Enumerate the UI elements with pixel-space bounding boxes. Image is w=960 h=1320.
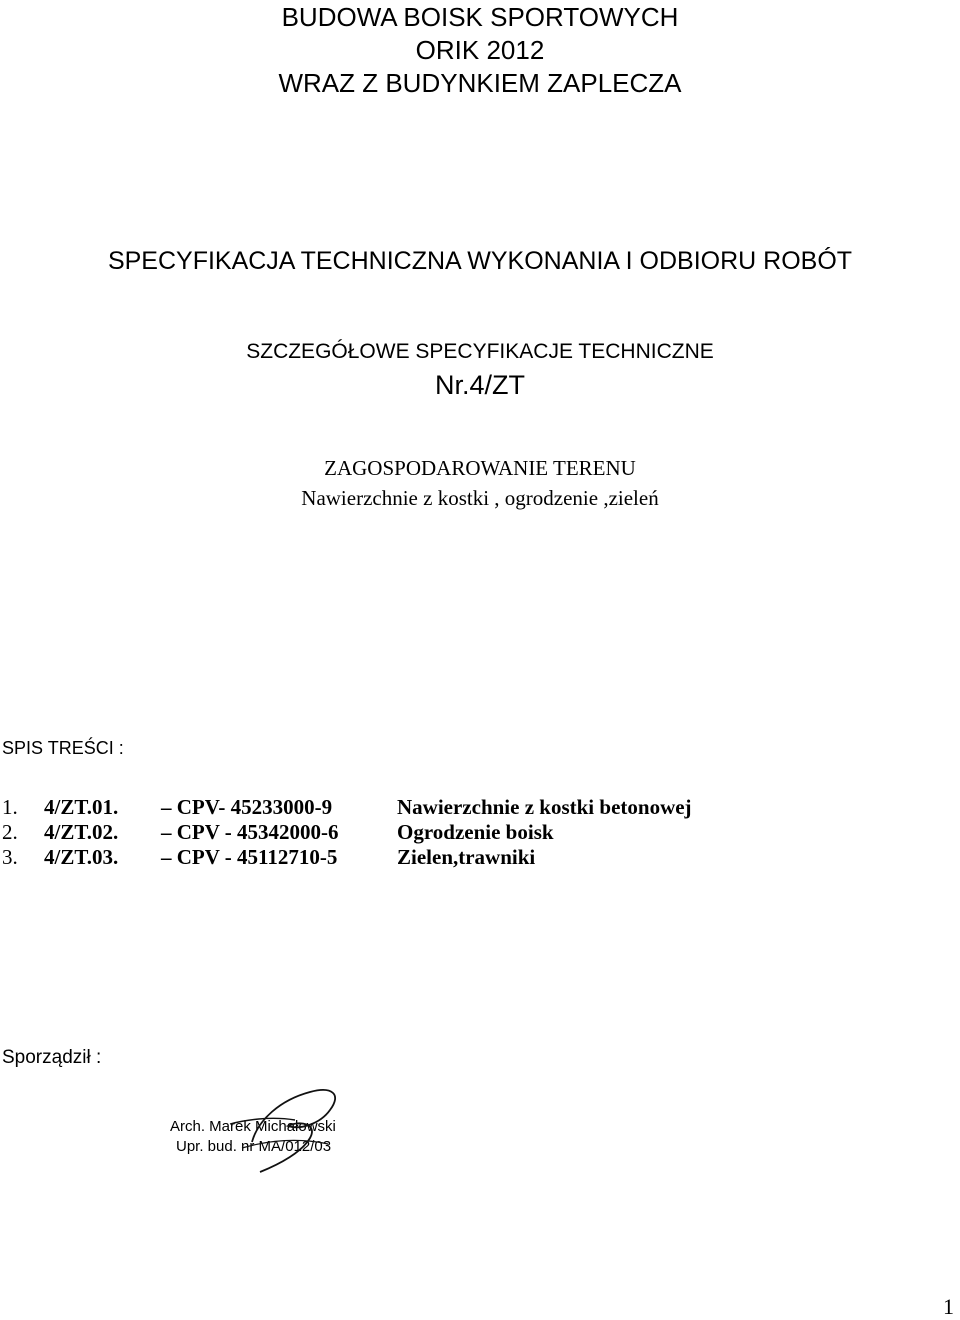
subject-subtitle: Nawierzchnie z kostki , ogrodzenie ,zieleń [301, 486, 659, 510]
toc-item-number: 2. [2, 820, 18, 844]
toc-item-code: 4/ZT.03. [44, 845, 119, 869]
toc-item-description: Ogrodzenie boisk [397, 820, 554, 844]
subject-title: ZAGOSPODAROWANIE TERENU [324, 456, 636, 480]
spec-title: SPECYFIKACJA TECHNICZNA WYKONANIA I ODBIORU ROBÓT [107, 247, 853, 275]
toc-item-code: 4/ZT.01. [44, 795, 119, 819]
project-title-line2: ORIK 2012 [415, 35, 545, 65]
stamp-line-2: Upr. bud. nr MA/012/03 [176, 1138, 332, 1155]
toc-item-description: Zielen,trawniki [397, 845, 536, 869]
architect-stamp [160, 1080, 380, 1190]
detailed-spec-heading: SZCZEGÓŁOWE SPECYFIKACJE TECHNICZNE [246, 340, 714, 363]
toc-item-cpv: – CPV - 45112710-5 [161, 845, 338, 869]
handwritten-signature [160, 1080, 380, 1190]
toc-item-description: Nawierzchnie z kostki betonowej [397, 795, 692, 819]
page-number: 1 [943, 1294, 954, 1319]
toc-item-number: 3. [2, 845, 18, 869]
toc-item-cpv: – CPV - 45342000-6 [161, 820, 339, 844]
toc-item-number: 1. [2, 795, 18, 819]
stamp-line-1: Arch. Marek Michałowski [170, 1118, 336, 1135]
toc-heading: SPIS TREŚCI : [2, 738, 124, 758]
toc-item-cpv: – CPV- 45233000-9 [161, 795, 333, 819]
prepared-by-label: Sporządził : [2, 1047, 102, 1068]
project-title-line1: BUDOWA BOISK SPORTOWYCH [281, 2, 679, 32]
spec-number: Nr.4/ZT [434, 370, 525, 400]
project-title-line3: WRAZ Z BUDYNKIEM ZAPLECZA [278, 68, 682, 98]
toc-item-code: 4/ZT.02. [44, 820, 119, 844]
